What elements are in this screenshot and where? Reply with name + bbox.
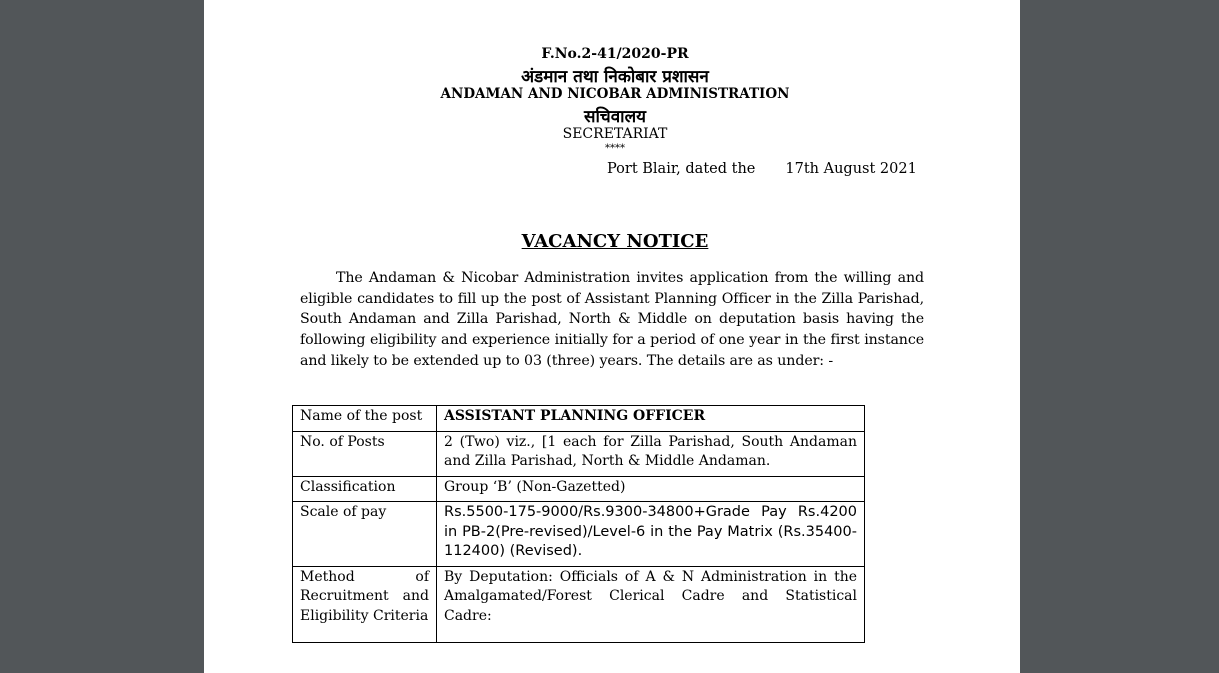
row-value: By Deputation: Officials of A & N Administration in the Amalgamated/Forest Clerical Cadre and Statistical Cadre:	[437, 566, 865, 642]
post-details-table	[292, 405, 865, 643]
notice-paragraph: The Andaman & Nicobar Administration invites application from the willing and eligible candidates to fill up the post of Assistant Planning Officer in the Zilla Parishad, South Andaman and Zilla Parishad, North & Middle on deputation basis having the following eligibility and experience initially for a period of one year in the first instance and likely to be extended up to 03 (three) years. The details are as under: -	[300, 270, 924, 369]
row-label: Scale of pay	[293, 502, 437, 567]
table-row	[293, 476, 865, 502]
hindi-secretariat-heading: सचिवालय	[584, 107, 646, 127]
row-label: Classification	[293, 476, 437, 502]
row-value: Rs.5500-175-9000/Rs.9300-34800+Grade Pay Rs.4200 in PB-2(Pre-revised)/Level-6 in the Pay Matrix (Rs.35400-112400) (Revised).	[437, 502, 865, 567]
row-label: Name of the post	[293, 406, 437, 432]
separator-stars: ****	[605, 143, 625, 154]
dated-label: Port Blair, dated the	[607, 161, 756, 177]
administration-heading: ANDAMAN AND NICOBAR ADMINISTRATION	[440, 86, 790, 102]
row-label: Method of Recruitment and Eligibility Criteria	[293, 566, 437, 642]
row-value: Group ‘B’ (Non-Gazetted)	[437, 476, 865, 502]
row-value: 2 (Two) viz., [1 each for Zilla Parishad, South Andaman and Zilla Parishad, North & Middle Andaman.	[437, 431, 865, 476]
dated-value: 17th August 2021	[785, 161, 917, 177]
row-value: ASSISTANT PLANNING OFFICER	[437, 406, 865, 432]
table-row	[293, 406, 865, 432]
row-label: No. of Posts	[293, 431, 437, 476]
notice-title: VACANCY NOTICE	[521, 231, 709, 252]
table-row	[293, 566, 865, 642]
file-number: F.No.2-41/2020-PR	[541, 46, 689, 62]
document-page	[204, 0, 1020, 673]
dated-line	[607, 161, 917, 177]
hindi-administration-heading: अंडमान तथा निकोबार प्रशासन	[521, 67, 709, 87]
table-row	[293, 502, 865, 567]
table-row	[293, 431, 865, 476]
secretariat-heading: SECRETARIAT	[562, 126, 668, 142]
